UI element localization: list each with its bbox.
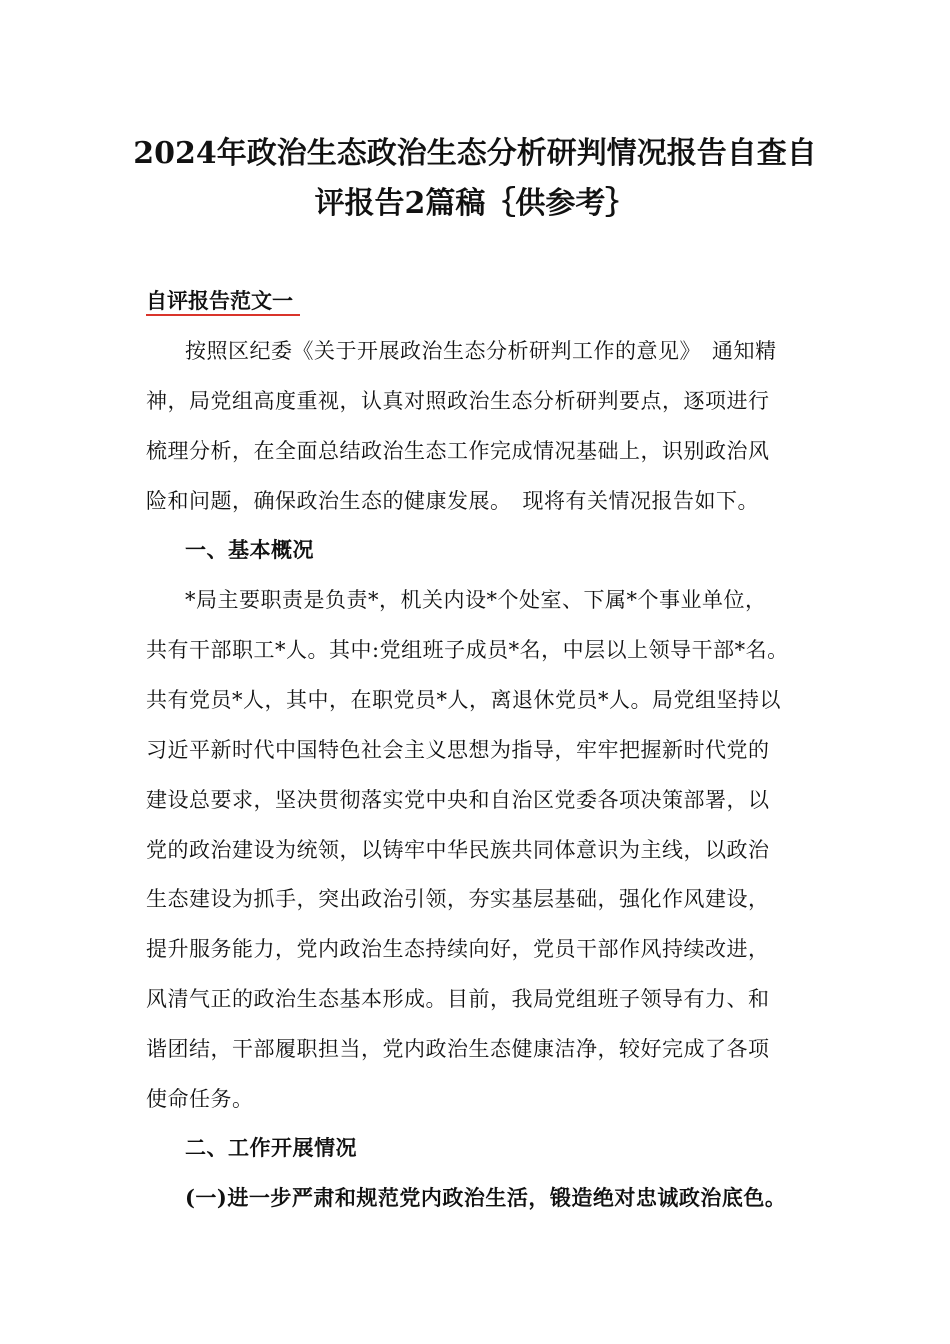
heading-subsection-1: (一)进一步严肃和规范党内政治生活，锻造绝对忠诚政治底色。 [185, 1185, 787, 1210]
overview-line: 共有干部职工*人。其中:党组班子成员*名，中层以上领导干部*名。 [146, 638, 789, 662]
overview-line: 提升服务能力，党内政治生态持续向好，党员干部作风持续改进， [146, 937, 770, 961]
overview-line: 生态建设为抓手，突出政治引领，夯实基层基础，强化作风建设， [146, 887, 770, 911]
overview-line: *局主要职责是负责*，机关内设*个处室、下属*个事业单位， [185, 588, 767, 612]
heading-work-progress: 二、工作开展情况 [185, 1135, 357, 1160]
section-label-underline [146, 314, 300, 316]
intro-line: 按照区纪委《关于开展政治生态分析研判工作的意见》 通知精 [185, 339, 777, 363]
overview-line: 共有党员*人，其中，在职党员*人，离退休党员*人。局党组坚持以 [146, 688, 781, 712]
intro-line: 梳理分析，在全面总结政治生态工作完成情况基础上，识别政治风 [146, 439, 770, 463]
document-title-line-1: 2024年政治生态政治生态分析研判情况报告自查自 [133, 136, 817, 171]
overview-line: 建设总要求，坚决贯彻落实党中央和自治区党委各项决策部署，以 [146, 788, 770, 812]
overview-line: 风清气正的政治生态基本形成。目前，我局党组班子领导有力、和 [146, 987, 770, 1011]
overview-line: 谐团结，干部履职担当，党内政治生态健康洁净，较好完成了各项 [146, 1037, 770, 1061]
heading-basic-overview: 一、基本概况 [185, 537, 314, 562]
intro-line: 神，局党组高度重视，认真对照政治生态分析研判要点，逐项进行 [146, 389, 770, 413]
overview-line: 习近平新时代中国特色社会主义思想为指导，牢牢把握新时代党的 [146, 738, 770, 762]
section-label: 自评报告范文一 [146, 288, 293, 313]
overview-line: 使命任务。 [146, 1087, 254, 1111]
overview-line: 党的政治建设为统领，以铸牢中华民族共同体意识为主线，以政治 [146, 838, 770, 862]
document-title-line-2: 评报告2篇稿｛供参考｝ [314, 186, 636, 221]
intro-line: 险和问题，确保政治生态的健康发展。 现将有关情况报告如下。 [146, 489, 759, 513]
